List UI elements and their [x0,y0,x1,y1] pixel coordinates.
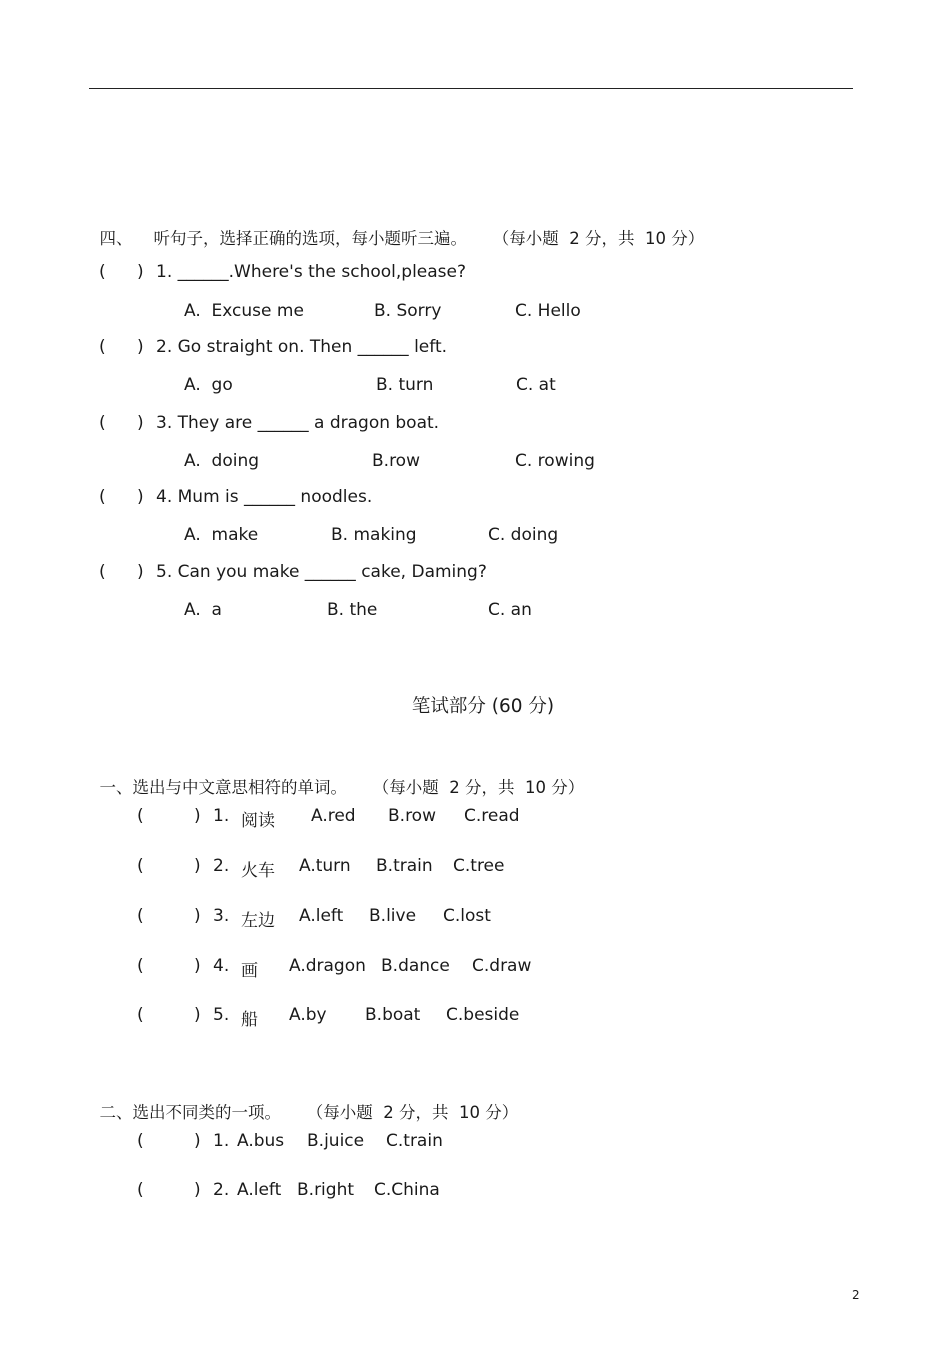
chinese-word: 画 [241,961,258,981]
option-c: C. at [516,375,556,395]
answer-paren-close: ) [194,1131,201,1151]
section4-heading-text: 四、 听句子，选择正确的选项，每小题听三遍。 [99,229,467,248]
page-number: 2 [852,1288,860,1302]
option-b: B. the [327,600,378,620]
item-number: 1. [213,806,230,826]
option-a: A.turn [299,856,351,876]
chinese-word: 阅读 [241,811,275,831]
answer-paren-open: ( [137,1131,144,1151]
item-number: 5. [213,1005,230,1025]
option-b: B.juice [307,1131,365,1151]
answer-paren-close: ) [194,906,201,926]
chinese-word: 火车 [241,861,275,881]
header-rule [89,88,853,89]
option-c: C. doing [488,525,559,545]
option-a: A. go [184,375,233,395]
answer-paren-open: ( [99,487,106,507]
option-a: A.red [311,806,356,826]
answer-paren-close: ) [194,856,201,876]
part2-heading-text: 二、选出不同类的一项。 [99,1103,281,1122]
option-a: A. Excuse me [184,301,304,321]
option-b: B.right [297,1180,355,1200]
option-c: C.read [464,806,520,826]
part1-heading [89,755,584,798]
option-b: B.live [369,906,417,926]
chinese-word: 船 [241,1010,258,1030]
question-text: 3. They are ______ a dragon boat. [156,413,440,433]
question-text: 5. Can you make ______ cake, Daming? [156,562,487,582]
answer-paren-open: ( [99,337,106,357]
answer-paren-open: ( [137,1005,144,1025]
item-number: 3. [213,906,230,926]
option-b: B.boat [365,1005,421,1025]
answer-paren-open: ( [137,906,144,926]
answer-paren-close: ) [137,262,144,282]
answer-paren-open: ( [99,562,106,582]
written-part-title: 笔试部分 (60 分) [411,696,555,717]
part2-heading [89,1080,518,1123]
answer-paren-close: ) [137,487,144,507]
option-a: A.dragon [289,956,366,976]
question-text: 1. ______.Where's the school,please? [156,262,467,282]
question-text: 2. Go straight on. Then ______ left. [156,337,448,357]
option-a: A. a [184,600,222,620]
option-c: C. Hello [515,301,581,321]
option-a: A.by [289,1005,327,1025]
option-c: C.train [386,1131,443,1151]
answer-paren-close: ) [194,806,201,826]
option-c: C. an [488,600,532,620]
answer-paren-open: ( [137,1180,144,1200]
answer-paren-close: ) [194,1005,201,1025]
item-number: 2. [213,1180,230,1200]
item-number: 4. [213,956,230,976]
answer-paren-open: ( [137,806,144,826]
answer-paren-close: ) [137,413,144,433]
item-number: 2. [213,856,230,876]
answer-paren-close: ) [137,562,144,582]
part1-heading-text: 一、选出与中文意思相符的单词。 [99,778,347,797]
option-a: A. make [184,525,259,545]
option-a: A. doing [184,451,260,471]
option-c: C.lost [443,906,491,926]
option-b: B.train [376,856,433,876]
answer-paren-close: ) [137,337,144,357]
option-c: C.tree [453,856,505,876]
option-c: C.China [374,1180,440,1200]
option-b: B.row [372,451,420,471]
option-b: B. making [331,525,417,545]
option-b: B. turn [376,375,434,395]
option-a: A.left [237,1180,282,1200]
part2-points: （每小题 2 分，共 10 分） [315,1103,519,1122]
question-text: 4. Mum is ______ noodles. [156,487,373,507]
answer-paren-open: ( [137,856,144,876]
answer-paren-open: ( [99,413,106,433]
chinese-word: 左边 [241,911,275,931]
option-a: A.left [299,906,344,926]
option-b: B.dance [381,956,450,976]
answer-paren-open: ( [99,262,106,282]
part1-points: （每小题 2 分，共 10 分） [381,778,585,797]
answer-paren-close: ) [194,956,201,976]
section4-points: （每小题 2 分，共 10 分） [500,229,705,248]
answer-paren-close: ) [194,1180,201,1200]
option-c: C.beside [446,1005,520,1025]
option-c: C. rowing [515,451,595,471]
item-number: 1. [213,1131,230,1151]
option-a: A.bus [237,1131,285,1151]
answer-paren-open: ( [137,956,144,976]
section4-heading [89,206,704,249]
option-b: B.row [388,806,436,826]
option-c: C.draw [472,956,532,976]
option-b: B. Sorry [374,301,442,321]
